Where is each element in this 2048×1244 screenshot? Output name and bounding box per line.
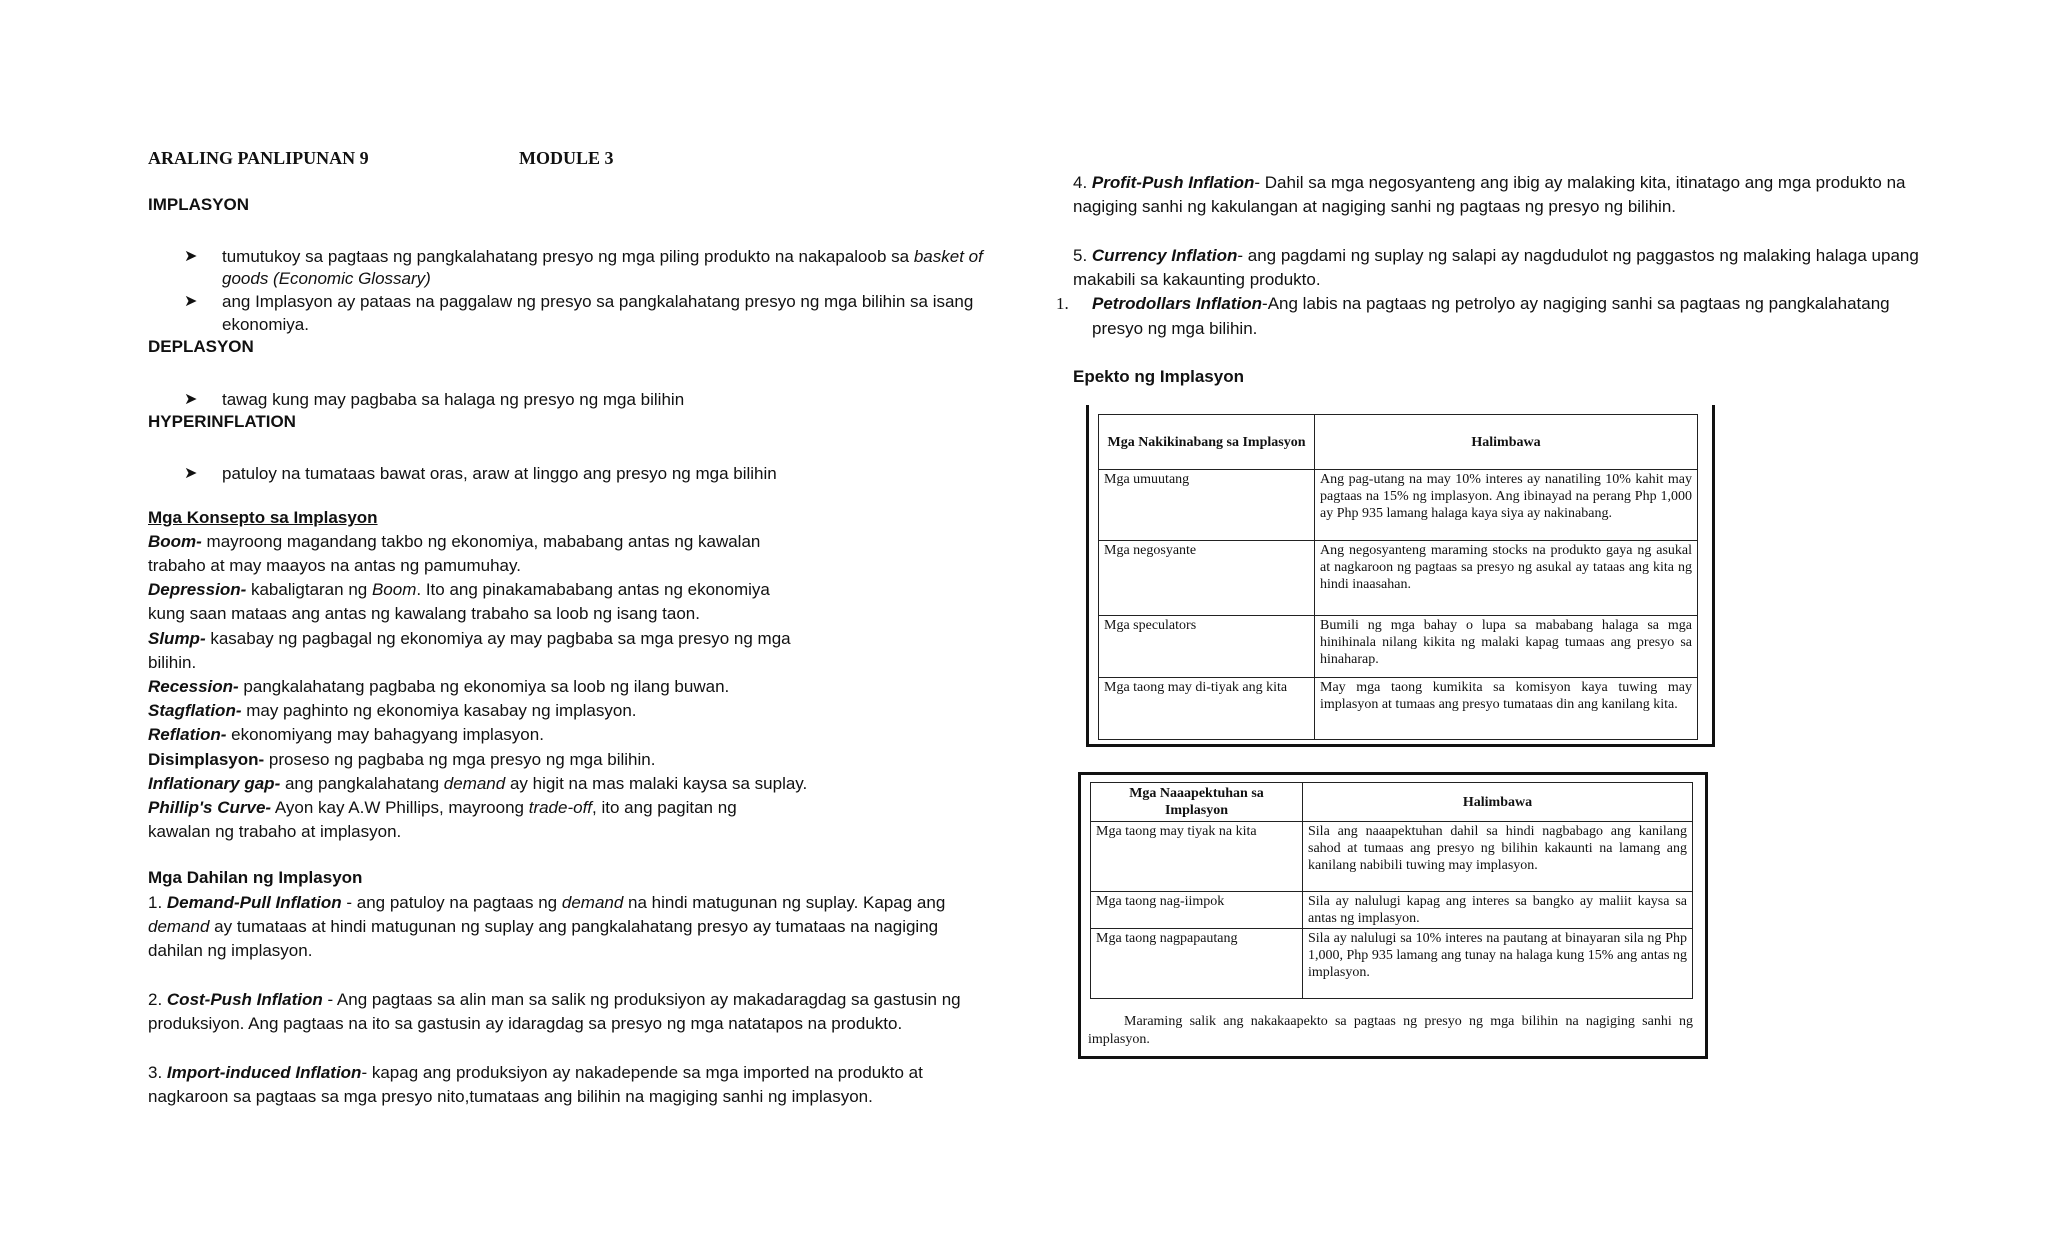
cost-push-item: 2. Cost-Push Inflation - Ang pagtaas sa alin man sa salik ng produksiyon ay makadaragdag sa gastusin ng [148,990,961,1009]
depression-definition-cont: kung saan mataas ang antas ng kawalang trabaho sa loob ng isang taon. [148,604,700,623]
boom-definition: Boom- mayroong magandang takbo ng ekonomiya, mababang antas ng kawalan [148,532,761,551]
petrodollars-number: 1. [1056,294,1069,313]
table-cell [1315,541,1698,616]
deplasyon-heading: DEPLASYON [148,337,254,356]
stocks-example-text: Ang negosyanteng maraming stocks na produkto gaya ng asukal at nagkaroon ng pagtaas sa presyo ng asukal ay tataas ang kita ng hindi inaasahan. [1320,543,1692,592]
recession-definition: Recession- pangkalahatang pagbaba ng ekonomiya sa loob ng ilang buwan. [148,677,730,696]
table-row [1099,470,1698,541]
demand-pull-item-cont: demand ay tumataas at hindi matugunan ng suplay ang pangkalahatang presyo ay tumataas na nagiging [148,917,939,936]
hyperinflation-heading: HYPERINFLATION [148,412,296,431]
table-cell: Mga umuutang [1099,470,1315,541]
arrow-bullet-icon: ➤ [184,293,198,310]
table-cell: Mga negosyante [1099,541,1315,616]
table-affected [1090,782,1693,999]
table-beneficiaries [1098,414,1698,740]
arrow-bullet-icon: ➤ [184,465,198,482]
table-header-cell: Halimbawa [1303,783,1693,822]
demand-pull-item: 1. Demand-Pull Inflation - ang patuloy na pagtaas ng demand na hindi matugunan ng suplay. Kapag ang [148,893,946,912]
table-cell: Mga taong nagpapautang [1091,929,1303,999]
table-cell: Sila ay nalulugi kapag ang interes sa bangko ay maliit kaysa sa antas ng implasyon. [1303,892,1693,929]
hyperinflation-bullet: patuloy na tumataas bawat oras, araw at linggo ang presyo ng mga bilihin [222,464,777,483]
module-title: MODULE 3 [519,148,614,168]
currency-inflation-item: 5. Currency Inflation- ang pagdami ng suplay ng salapi ay nagdudulot ng paggastos ng malaking halaga upang [1073,246,1919,265]
implasyon-bullet-1: tumutukoy sa pagtaas ng pangkalahatang presyo ng mga piling produkto na nakapaloob sa basket of [222,247,983,266]
implasyon-bullet-2-cont: ekonomiya. [222,315,309,334]
table-cell: Mga taong nag-iimpok [1091,892,1303,929]
implasyon-bullet-1-cont: goods (Economic Glossary) [222,269,431,288]
table-header-cell: Mga Naaapektuhan sa Implasyon [1091,783,1303,822]
demand-pull-item-cont-2: dahilan ng implasyon. [148,941,313,960]
inflationary-gap-definition: Inflationary gap- ang pangkalahatang demand ay higit na mas malaki kaysa sa suplay. [148,774,808,793]
table-header-row [1091,783,1693,822]
phillips-curve-definition-cont: kawalan ng trabaho at implasyon. [148,822,402,841]
import-induced-item: 3. Import-induced Inflation- kapag ang produksiyon ay nakadepende sa mga imported na produkto at [148,1063,923,1082]
table-row [1099,616,1698,678]
reflation-definition: Reflation- ekonomiyang may bahagyang implasyon. [148,725,544,744]
subject-title: ARALING PANLIPUNAN 9 [148,148,369,168]
deplasyon-bullet: tawag kung may pagbaba sa halaga ng presyo ng mga bilihin [222,390,685,409]
depression-definition: Depression- kabaligtaran ng Boom. Ito ang pinakamababang antas ng ekonomiya [148,580,770,599]
table-row [1091,892,1693,929]
slump-definition-cont: bilihin. [148,653,197,672]
table-cell: Mga taong may tiyak na kita [1091,822,1303,892]
table-cell: Sila ay nalulugi sa 10% interes na pautang at binayaran sila ng Php 1,000, Php 935 lamang ang tunay na halaga kung 15% ang antas ng implasyon. [1303,929,1693,999]
arrow-bullet-icon: ➤ [184,391,198,408]
stagflation-definition: Stagflation- may paghinto ng ekonomiya kasabay ng implasyon. [148,701,637,720]
implasyon-heading: IMPLASYON [148,195,250,214]
table-row [1099,541,1698,616]
table-row [1091,929,1693,999]
petrodollars-item: Petrodollars Inflation-Ang labis na pagtaas ng petrolyo ay nagiging sanhi sa pagtaas ng pangkalahatang [1092,294,1890,313]
import-induced-item-cont: nagkaroon sa pagtaas sa mga presyo nito,tumataas ang bilihin na magiging sanhi ng implasyon. [148,1087,873,1106]
boom-definition-cont: trabaho at may maayos na antas ng pamumuhay. [148,556,521,575]
table-cell: May mga taong kumikita sa komisyon kaya tuwing may implasyon at tumaas ang presyo tumataas din ang kanilang kita. [1315,678,1698,740]
table-row [1091,822,1693,892]
cost-push-item-cont: produksiyon. Ang pagtaas na ito sa gastusin ay idaragdag sa presyo ng mga natatapos na produkto. [148,1014,903,1033]
phillips-curve-definition: Phillip's Curve- Ayon kay A.W Phillips, mayroong trade-off, ito ang pagitan ng [148,798,737,817]
implasyon-bullet-2: ang Implasyon ay pataas na paggalaw ng presyo sa pangkalahatang presyo ng mga bilihin sa isang [222,292,974,311]
table-row [1099,678,1698,740]
dahilan-heading: Mga Dahilan ng Implasyon [148,868,363,887]
table-note: Maraming salik ang nakakaapekto sa pagtaas ng presyo ng mga bilihin na nagiging sanhi ng implasyon. [1088,1014,1693,1047]
table-cell: Bumili ng mga bahay o lupa sa mababang halaga sa mga hinihinala nilang kikita ng malaki kapag tumaas ang presyo sa hinaharap. [1315,616,1698,678]
table-cell: Ang pag-utang na may 10% interes ay nanatiling 10% kahit may pagtaas na 15% ng implasyon. Ang ibinayad na perang Php 1,000 ay Php 935 lamang halaga kaya siya ay nakinabang. [1315,470,1698,541]
epekto-heading: Epekto ng Implasyon [1073,367,1244,386]
konsepto-heading: Mga Konsepto sa Implasyon [148,508,378,527]
table-header-row [1099,415,1698,470]
table-header-cell: Halimbawa [1315,415,1698,470]
table-header-cell: Mga Nakikinabang sa Implasyon [1099,415,1315,470]
table-cell: Mga speculators [1099,616,1315,678]
table-cell: Sila ang naaapektuhan dahil sa hindi nagbabago ang kanilang sahod at tumaas ang presyo ng bilihin kakaunti na lamang ang kanilang nabibili tuwing may implasyon. [1303,822,1693,892]
profit-push-item: 4. Profit-Push Inflation- Dahil sa mga negosyanteng ang ibig ay malaking kita, itinatago ang mga produkto na [1073,173,1906,192]
petrodollars-item-cont: presyo ng mga bilihin. [1092,319,1258,338]
slump-definition: Slump- kasabay ng pagbagal ng ekonomiya ay may pagbaba sa mga presyo ng mga [148,629,791,648]
profit-push-item-cont: nagiging sanhi ng kakulangan at nagiging sanhi ng pagtaas ng presyo ng bilihin. [1073,197,1677,216]
disimplasyon-definition: Disimplasyon- proseso ng pagbaba ng mga presyo ng mga bilihin. [148,750,656,769]
arrow-bullet-icon: ➤ [184,248,198,265]
currency-inflation-item-cont: makabili sa kakaunting produkto. [1073,270,1321,289]
table-cell: Mga taong may di-tiyak ang kita [1099,678,1315,740]
